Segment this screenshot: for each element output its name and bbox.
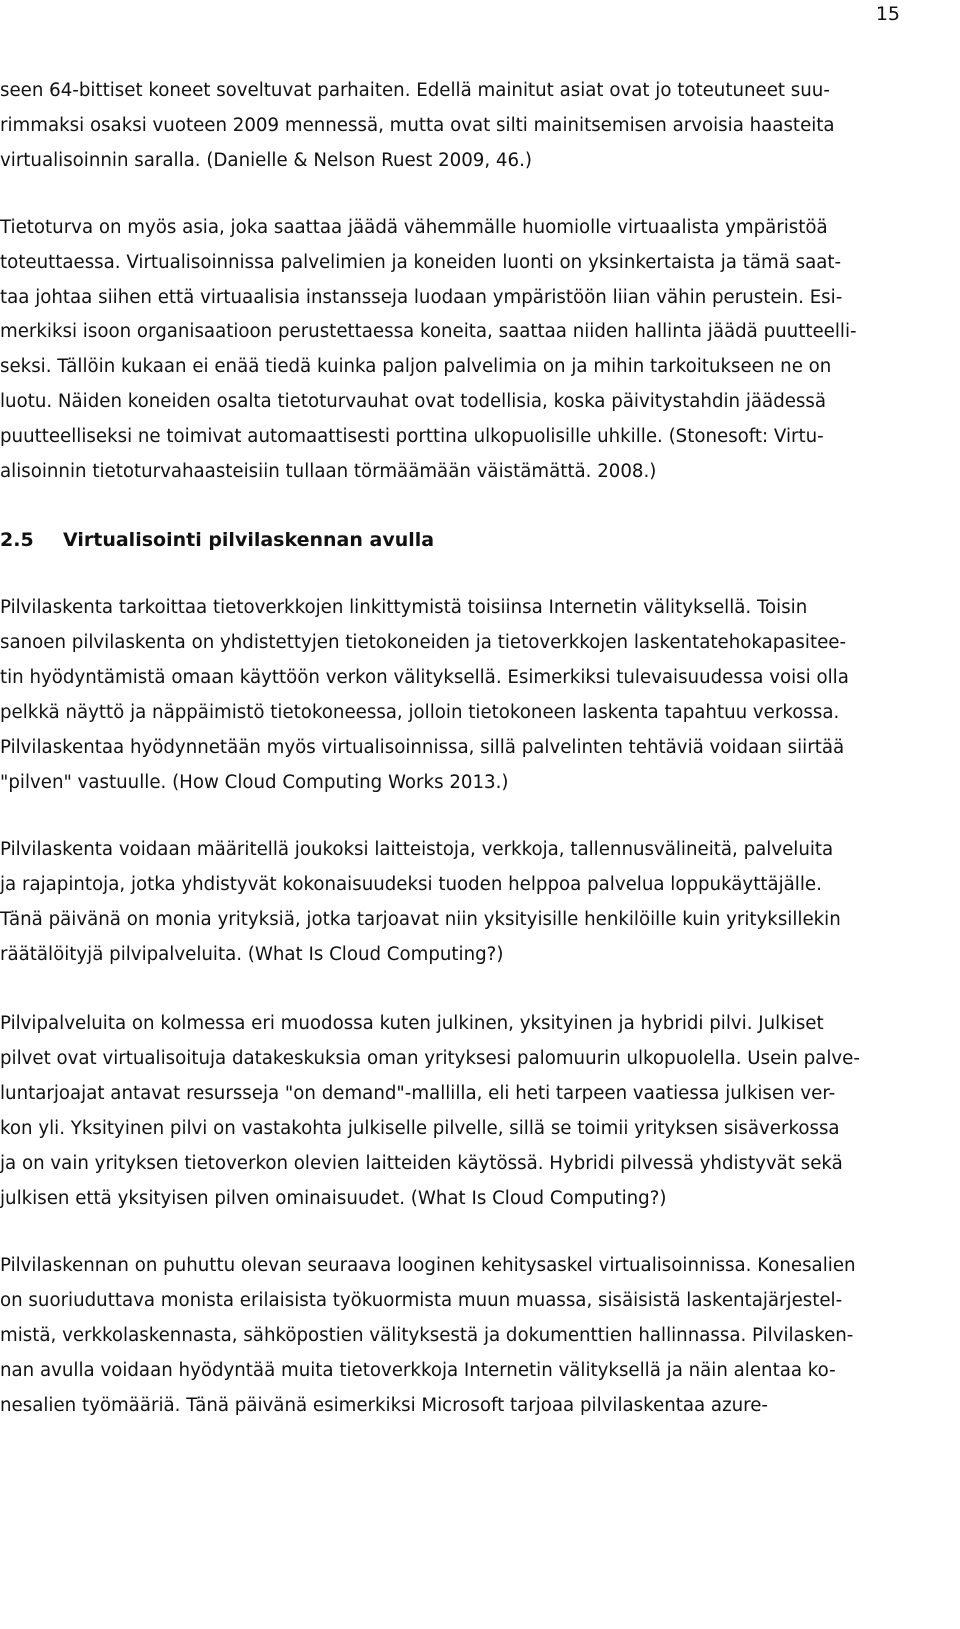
- paragraph-cloud-evolution: [0, 1249, 932, 1424]
- text-line: Pilvilaskennan on puhuttu olevan seuraava looginen kehitysaskel virtualisoinnissa. Konesalien: [0, 1255, 856, 1277]
- text-line: Tänä päivänä on monia yrityksiä, jotka tarjoavat niin yksityisille henkilöille kuin yrityksillekin: [0, 909, 841, 931]
- section-heading: [0, 522, 932, 558]
- paragraph-security: [0, 211, 932, 490]
- text-line: on suoriuduttava monista erilaisista työkuormista muun muassa, sisäisistä laskentajärjestel-: [0, 1290, 843, 1312]
- text-line: julkisen että yksityisen pilven ominaisuudet. (What Is Cloud Computing?): [0, 1187, 667, 1209]
- text-line: Tietoturva on myös asia, joka saattaa jäädä vähemmälle huomiolle virtuaalista ympäristöä: [0, 216, 828, 238]
- text-line: Pilvilaskenta voidaan määritellä joukoksi laitteistoja, verkkoja, tallennusvälineitä, palveluita: [0, 839, 834, 861]
- text-line: virtualisoinnin saralla. (Danielle & Nelson Ruest 2009, 46.): [0, 149, 532, 171]
- text-line: taa johtaa siihen että virtuaalisia instansseja luodaan ympäristöön liian vähin perustein. Esi-: [0, 286, 843, 308]
- text-line: pilvet ovat virtualisoituja datakeskuksia oman yrityksesi palomuurin ulkopuolella. Usein palve-: [0, 1047, 860, 1069]
- text-line: ja on vain yrityksen tietoverkon olevien laitteiden käytössä. Hybridi pilvessä yhdistyvät sekä: [0, 1152, 843, 1174]
- text-line: Pilvipalveluita on kolmessa eri muodossa kuten julkinen, yksityinen ja hybridi pilvi. Julkiset: [0, 1013, 824, 1035]
- text-line: luntarjoajat antavat resursseja "on demand"-mallilla, eli heti tarpeen vaatiessa julkisen ver-: [0, 1082, 836, 1104]
- text-line: räätälöityjä pilvipalveluita. (What Is Cloud Computing?): [0, 944, 504, 966]
- paragraph-cloud-components: [0, 833, 932, 973]
- page-number: 15: [875, 3, 900, 25]
- text-line: toteuttaessa. Virtualisoinnissa palvelimien ja koneiden luonti on yksinkertaista ja tämä saat-: [0, 251, 842, 273]
- section-title: Virtualisointi pilvilaskennan avulla: [63, 528, 435, 551]
- text-line: rimmaksi osaksi vuoteen 2009 mennessä, mutta ovat silti mainitsemisen arvoisia haasteita: [0, 114, 835, 136]
- text-line: Pilvilaskenta tarkoittaa tietoverkkojen linkittymistä toisiinsa Internetin välityksellä. Toisin: [0, 596, 808, 618]
- paragraph-cloud-types: [0, 1007, 932, 1216]
- text-line: sanoen pilvilaskenta on yhdistettyjen tietokoneiden ja tietoverkkojen laskentatehokapasitee-: [0, 631, 847, 653]
- paragraph-hardware-challenges: [0, 74, 932, 179]
- text-line: ja rajapintoja, jotka yhdistyvät kokonaisuudeksi tuoden helppoa palvelua loppukäyttäjälle.: [0, 874, 822, 896]
- text-line: Pilvilaskentaa hyödynnetään myös virtualisoinnissa, sillä palvelinten tehtäviä voidaan siirtää: [0, 736, 845, 758]
- text-line: pelkkä näyttö ja näppäimistö tietokoneessa, jolloin tietokoneen laskenta tapahtuu verkossa.: [0, 701, 840, 723]
- text-line: merkiksi isoon organisaatioon perustettaessa koneita, saattaa niiden hallinta jäädä puutteelli-: [0, 321, 857, 343]
- paragraph-cloud-definition: [0, 591, 932, 800]
- text-line: tin hyödyntämistä omaan käyttöön verkon välityksellä. Esimerkiksi tulevaisuudessa voisi olla: [0, 666, 849, 688]
- text-line: luotu. Näiden koneiden osalta tietoturvauhat ovat todellisia, koska päivitystahdin jäädessä: [0, 391, 827, 413]
- text-line: puutteelliseksi ne toimivat automaattisesti porttina ulkopuolisille uhkille. (Stonesoft: Virtu-: [0, 426, 824, 448]
- text-line: "pilven" vastuulle. (How Cloud Computing Works 2013.): [0, 771, 509, 793]
- section-number: 2.5: [0, 528, 34, 551]
- document-body: [0, 74, 932, 1424]
- text-line: seen 64-bittiset koneet soveltuvat parhaiten. Edellä mainitut asiat ovat jo toteutuneet suu-: [0, 80, 830, 101]
- text-line: alisoinnin tietoturvahaasteisiin tullaan törmäämään väistämättä. 2008.): [0, 461, 657, 483]
- text-line: nesalien työmääriä. Tänä päivänä esimerkiksi Microsoft tarjoaa pilvilaskentaa azure-: [0, 1395, 768, 1417]
- text-line: mistä, verkkolaskennasta, sähköpostien välityksestä ja dokumenttien hallinnassa. Pilvilasken-: [0, 1325, 854, 1347]
- text-line: kon yli. Yksityinen pilvi on vastakohta julkiselle pilvelle, sillä se toimii yrityksen sisäverkossa: [0, 1117, 840, 1139]
- text-line: nan avulla voidaan hyödyntää muita tietoverkkoja Internetin välityksellä ja näin alentaa ko-: [0, 1360, 836, 1382]
- text-line: seksi. Tällöin kukaan ei enää tiedä kuinka paljon palvelimia on ja mihin tarkoitukseen ne on: [0, 356, 832, 378]
